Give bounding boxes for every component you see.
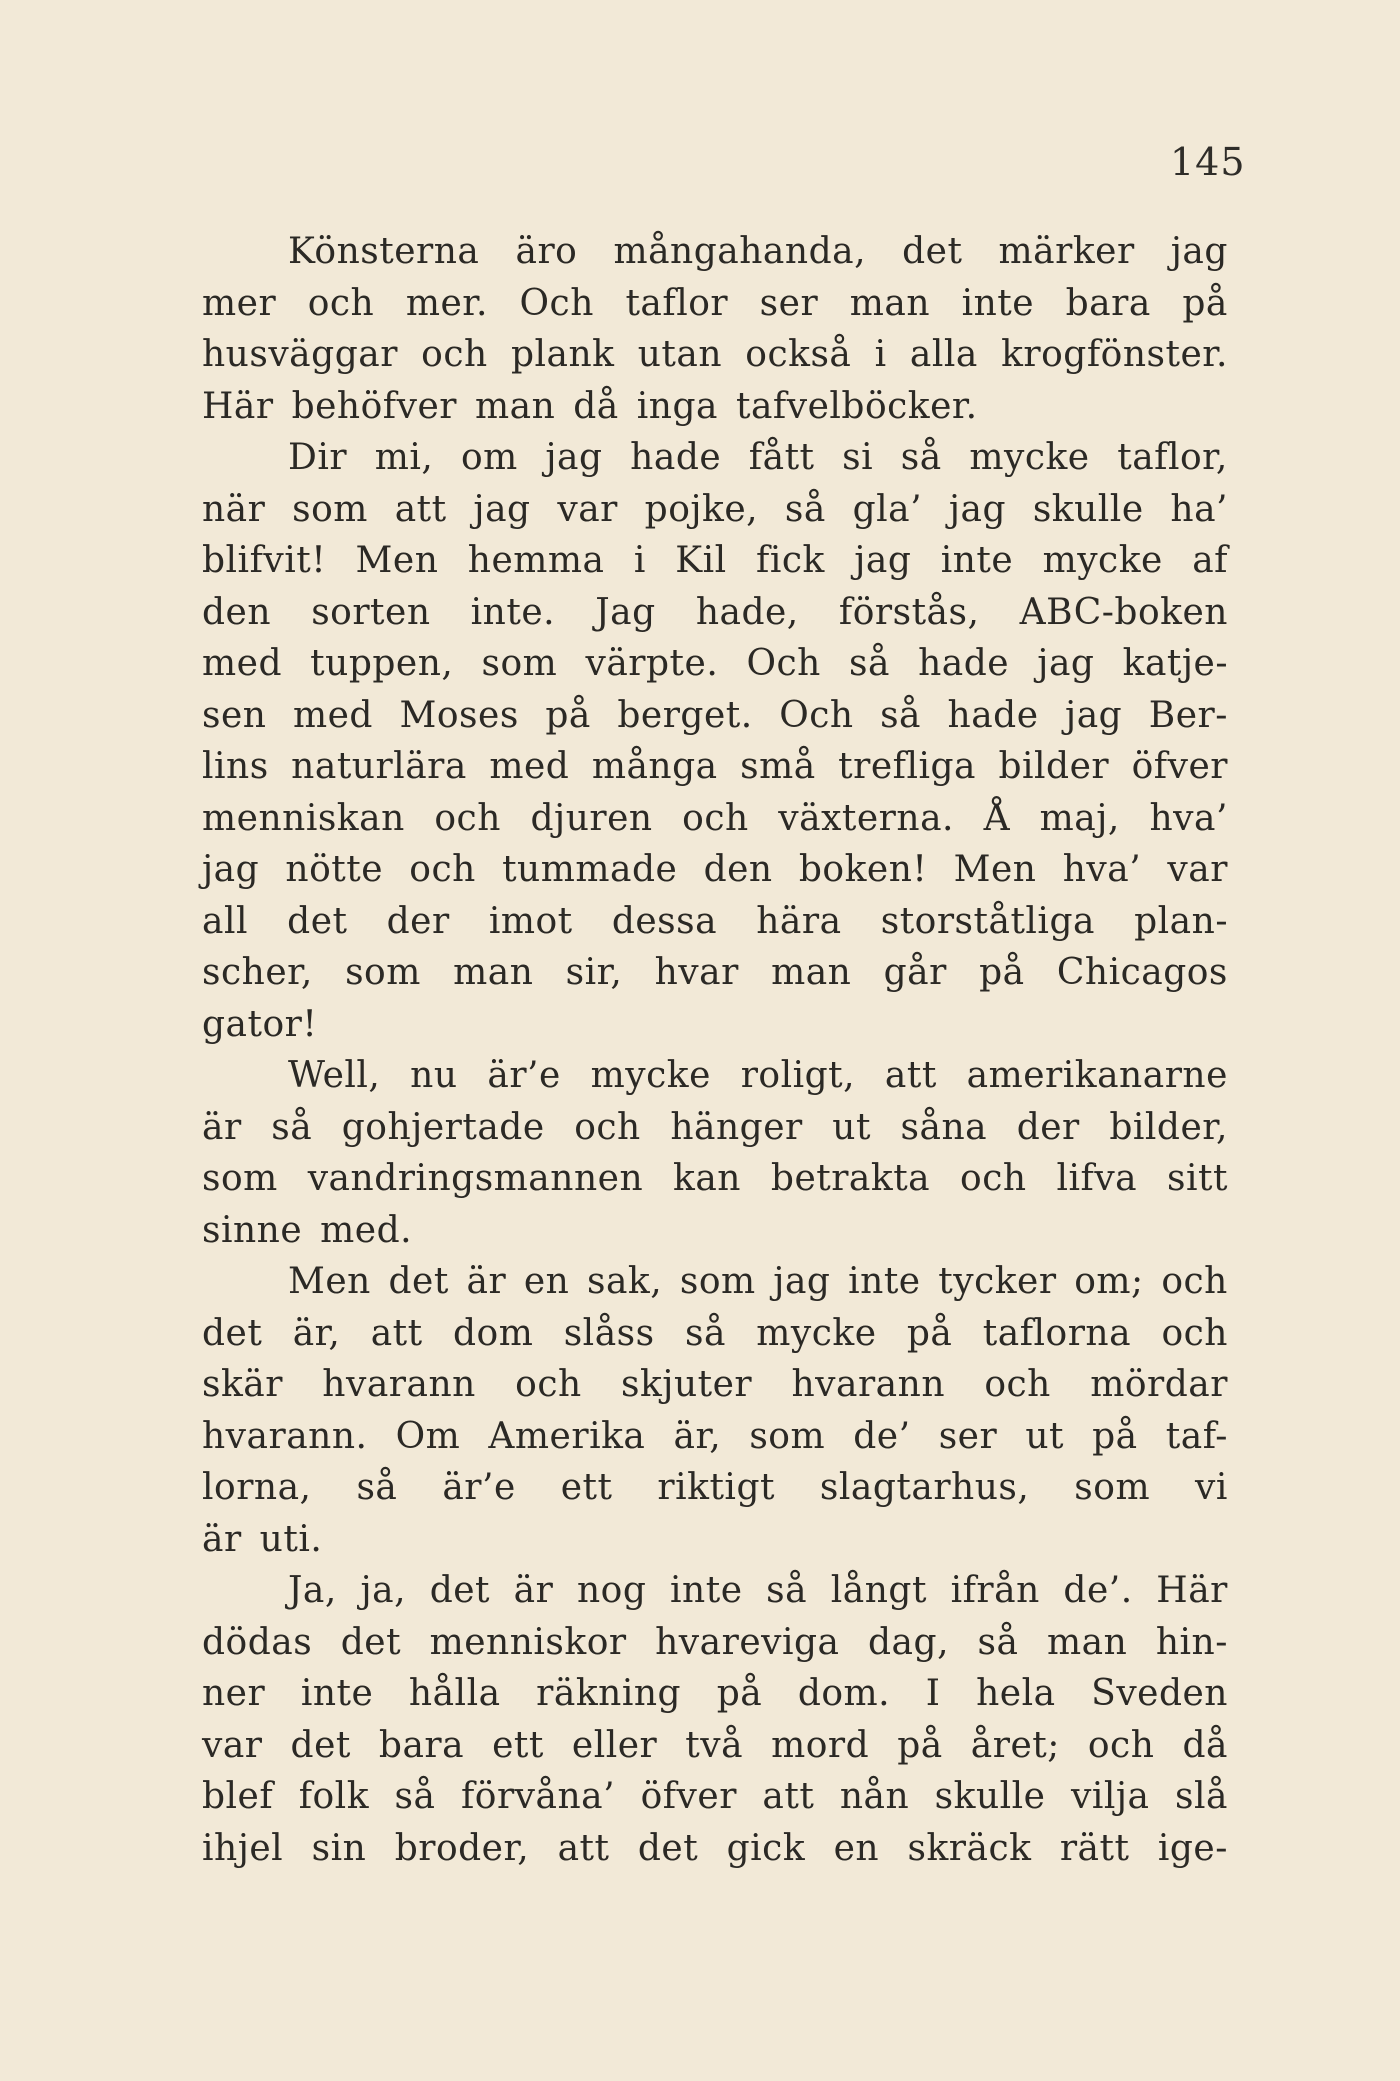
word: skjuter <box>621 1364 753 1405</box>
word: så <box>784 488 826 530</box>
word: i <box>633 540 646 581</box>
word: jag <box>854 540 912 581</box>
word: dag, <box>868 1621 950 1663</box>
word: ha’ <box>1170 488 1228 530</box>
word: så <box>849 643 890 684</box>
word: inte <box>300 1673 374 1714</box>
word: ner <box>202 1673 266 1714</box>
word: det <box>202 1312 263 1354</box>
text-line <box>202 535 1228 587</box>
word: hva’ <box>1062 849 1142 890</box>
word: jag <box>773 1261 831 1302</box>
word: hade <box>630 437 722 478</box>
text-line <box>202 1153 1228 1205</box>
word: mycke <box>756 1312 877 1354</box>
text-line <box>202 587 1228 639</box>
word: med <box>489 746 570 787</box>
word: alla <box>909 334 978 375</box>
word: är’e <box>442 1467 516 1508</box>
word: rätt <box>1059 1827 1130 1869</box>
word: hvar <box>654 952 739 993</box>
word: ett <box>560 1467 613 1508</box>
word: Ber- <box>1148 694 1228 736</box>
word: var <box>557 488 618 530</box>
word: jag <box>545 437 603 478</box>
word: hänger <box>670 1106 803 1148</box>
word: fått <box>748 437 815 478</box>
word: hvarann <box>322 1364 476 1405</box>
word: och <box>1161 1261 1228 1302</box>
word: det <box>388 1261 449 1302</box>
word: bara <box>1065 282 1151 324</box>
word: jag <box>473 488 531 530</box>
word: Men <box>288 1261 371 1302</box>
word: på <box>897 1724 943 1766</box>
word: hade <box>918 643 1010 684</box>
word: ige- <box>1157 1827 1228 1869</box>
word: vi <box>1195 1467 1228 1508</box>
word: hära <box>756 900 842 942</box>
word: en <box>833 1827 880 1869</box>
word: bilder <box>998 746 1110 787</box>
word: blef <box>202 1776 274 1817</box>
text-line <box>202 1359 1228 1411</box>
text-line <box>202 1617 1228 1669</box>
text-line <box>202 226 1228 278</box>
word: som <box>679 1261 756 1302</box>
word: dessa <box>611 900 718 942</box>
word: på <box>979 952 1025 993</box>
word: gohjertade <box>341 1106 545 1148</box>
word: hvarann <box>791 1364 945 1405</box>
word: mycke <box>590 1055 711 1096</box>
word: mördar <box>1090 1364 1228 1405</box>
word: i <box>874 334 887 375</box>
word: skär <box>202 1364 283 1405</box>
text-line <box>202 793 1228 845</box>
text-line <box>202 1411 1228 1463</box>
word: sitt <box>1167 1158 1228 1199</box>
word: med <box>292 694 373 736</box>
text-line <box>202 1514 1228 1566</box>
word: krogfönster. <box>1001 334 1228 375</box>
word: Å <box>983 797 1011 839</box>
word: som <box>481 643 558 684</box>
word: inte <box>961 282 1035 324</box>
word: tummade <box>502 849 678 890</box>
word: var <box>1167 849 1228 890</box>
word: två <box>685 1724 744 1766</box>
word: tuppen, <box>310 643 454 684</box>
word: är, <box>292 1312 341 1354</box>
word: Här <box>1156 1570 1228 1611</box>
text-line <box>202 278 1228 330</box>
word: mycke <box>1042 540 1163 581</box>
word: som <box>749 1415 826 1457</box>
word: är <box>513 1570 554 1611</box>
word: tafvelböcker. <box>736 385 978 427</box>
word: plank <box>510 334 615 375</box>
word: jag <box>948 488 1007 530</box>
word: broder, <box>394 1827 530 1869</box>
word: amerikanarne <box>966 1055 1228 1096</box>
word: si <box>842 437 874 478</box>
word: behöfver <box>291 385 457 427</box>
word: på <box>1182 282 1228 324</box>
word: och <box>515 1364 582 1405</box>
word: plan- <box>1134 900 1228 942</box>
word: skulle <box>934 1776 1046 1817</box>
word: då <box>1182 1724 1228 1766</box>
word: och <box>421 334 488 375</box>
word: är <box>202 1106 242 1148</box>
word: bilder, <box>1109 1106 1228 1148</box>
word: jag <box>202 849 260 890</box>
word: året; <box>970 1724 1060 1766</box>
word: hin- <box>1155 1621 1228 1663</box>
word: jag <box>1037 643 1095 684</box>
word: sin <box>311 1827 367 1869</box>
word: Om <box>395 1415 461 1457</box>
word: imot <box>488 900 573 942</box>
word: hade, <box>695 591 799 633</box>
word: maj, <box>1039 797 1120 839</box>
word: är, <box>673 1415 722 1457</box>
word: så <box>356 1467 398 1508</box>
word: och <box>1087 1724 1155 1766</box>
text-line <box>202 896 1228 948</box>
word: vandringsmannen <box>307 1158 644 1199</box>
word: det <box>287 900 348 942</box>
word: mångahanda, <box>613 231 867 272</box>
word: långt <box>830 1570 927 1611</box>
word: sorten <box>311 591 431 633</box>
word: många <box>591 746 718 787</box>
word: så <box>684 1312 726 1354</box>
text-line <box>202 947 1228 999</box>
word: så <box>271 1106 313 1148</box>
word: mi, <box>374 437 434 478</box>
word: I <box>925 1673 941 1714</box>
word: som <box>202 1158 278 1199</box>
word: inte <box>670 1570 743 1611</box>
word: hela <box>976 1673 1056 1714</box>
word: så <box>880 694 922 736</box>
word: slåss <box>563 1312 655 1354</box>
word: taflorna <box>982 1312 1132 1354</box>
word: att <box>884 1055 937 1096</box>
word: så <box>394 1776 436 1817</box>
text-line <box>202 432 1228 484</box>
word: mord <box>771 1724 870 1766</box>
word: är’e <box>487 1055 561 1096</box>
word: märker <box>998 231 1135 272</box>
word: kan <box>673 1158 741 1199</box>
word: gick <box>726 1827 806 1869</box>
word: nötte <box>285 849 384 890</box>
word: mycke <box>969 437 1090 478</box>
word: man <box>474 385 556 427</box>
word: om; <box>1074 1261 1144 1302</box>
text-line <box>202 1720 1228 1772</box>
word: uti. <box>259 1518 323 1560</box>
word: att <box>370 1312 423 1354</box>
word: att <box>762 1776 815 1817</box>
text-line <box>202 741 1228 793</box>
text-line <box>202 329 1228 381</box>
word: taf- <box>1165 1415 1228 1457</box>
word: och <box>984 1364 1051 1405</box>
word: på <box>906 1312 953 1354</box>
word: och <box>960 1158 1027 1199</box>
word: ABC-boken <box>1019 591 1228 633</box>
text-line <box>202 1565 1228 1617</box>
word: den <box>703 849 773 890</box>
word: det <box>902 231 963 272</box>
word: växterna. <box>778 797 954 839</box>
word: man <box>1047 1621 1128 1663</box>
word: värpte. <box>585 643 719 684</box>
word: äro <box>515 231 578 272</box>
word: inte. <box>470 591 556 633</box>
word: bara <box>378 1724 465 1766</box>
word: öfver <box>640 1776 737 1817</box>
word: eller <box>571 1724 658 1766</box>
word: en <box>523 1261 570 1302</box>
word: katje- <box>1122 643 1228 684</box>
word: att <box>394 488 447 530</box>
word: Könsterna <box>288 231 480 272</box>
word: som <box>292 488 368 530</box>
text-line <box>202 1668 1228 1720</box>
text-line <box>202 1102 1228 1154</box>
word: ja, <box>360 1570 407 1611</box>
word: nog <box>576 1570 647 1611</box>
word: ser <box>759 282 819 324</box>
word: Och <box>779 694 854 736</box>
word: Moses <box>399 694 519 736</box>
word: är <box>466 1261 507 1302</box>
word: då <box>573 385 619 427</box>
word: som <box>345 952 421 993</box>
word: lins <box>202 746 269 787</box>
word: ihjel <box>202 1827 284 1869</box>
text-line <box>202 1050 1228 1102</box>
word: all <box>202 900 248 942</box>
word: skräck <box>907 1827 1032 1869</box>
word: det <box>429 1570 491 1611</box>
word: ifrån <box>950 1570 1040 1611</box>
word: det <box>340 1621 402 1663</box>
word: dom. <box>797 1673 891 1714</box>
word: folk <box>298 1776 370 1817</box>
word: och <box>574 1106 641 1148</box>
word: och <box>409 849 476 890</box>
word: Amerika <box>488 1415 646 1457</box>
text-line <box>202 381 1228 433</box>
word: det <box>290 1724 351 1766</box>
word: det <box>637 1827 699 1869</box>
word: var <box>202 1724 263 1766</box>
word: pojke, <box>644 488 759 530</box>
word: på <box>1092 1415 1138 1457</box>
word: vilja <box>1070 1776 1150 1817</box>
word: Och <box>746 643 821 684</box>
text-line <box>202 1256 1228 1308</box>
word: sinne <box>202 1209 303 1251</box>
word: Men <box>953 849 1037 890</box>
word: der <box>386 900 450 942</box>
word: af <box>1192 540 1228 581</box>
word: såna <box>900 1106 988 1148</box>
text-line <box>202 844 1228 896</box>
word: hålla <box>408 1673 501 1714</box>
word: Och <box>519 282 594 324</box>
word: man <box>453 952 534 993</box>
text-line <box>202 1308 1228 1360</box>
word: scher, <box>202 952 313 993</box>
word: Men <box>355 540 439 581</box>
text-line <box>202 1205 1228 1257</box>
word: slagtarhus, <box>819 1467 1030 1508</box>
word: sak, <box>586 1261 663 1302</box>
word: räkning <box>536 1673 682 1714</box>
word: slå <box>1174 1776 1228 1817</box>
word: på <box>716 1673 763 1714</box>
text-line <box>202 690 1228 742</box>
word: som <box>1074 1467 1151 1508</box>
word: med <box>202 643 282 684</box>
word: taflor, <box>1117 437 1228 478</box>
word: går <box>883 952 947 993</box>
word: ut <box>1025 1415 1064 1457</box>
word: och <box>1161 1312 1228 1354</box>
word: Dir <box>288 437 348 478</box>
word: utan <box>637 334 723 375</box>
word: boken! <box>798 849 928 890</box>
word: om <box>460 437 518 478</box>
word: de’ <box>853 1415 911 1457</box>
word: Sveden <box>1091 1673 1228 1714</box>
body-text <box>202 226 1228 1874</box>
text-line <box>202 999 1228 1051</box>
word: hemma <box>467 540 605 581</box>
word: djuren <box>530 797 653 839</box>
word: trefliga <box>838 746 976 787</box>
word: husväggar <box>202 334 398 375</box>
word: så <box>900 437 942 478</box>
word: roligt, <box>740 1055 856 1096</box>
word: hade <box>947 694 1039 736</box>
word: hvareviga <box>655 1621 840 1663</box>
word: gla’ <box>852 488 923 530</box>
text-line <box>202 1462 1228 1514</box>
word: och <box>682 797 749 839</box>
word: taflor <box>625 282 729 324</box>
word: den <box>202 591 272 633</box>
text-line <box>202 1771 1228 1823</box>
word: med. <box>320 1209 413 1251</box>
word: inte <box>848 1261 921 1302</box>
word: jag <box>1170 231 1228 272</box>
text-line <box>202 1823 1228 1875</box>
word: storståtliga <box>880 900 1095 942</box>
word: man <box>771 952 852 993</box>
word: att <box>557 1827 610 1869</box>
word: nån <box>839 1776 910 1817</box>
word: naturlära <box>291 746 467 787</box>
word: Ja, <box>288 1570 337 1611</box>
word: små <box>740 746 816 787</box>
word: ser <box>938 1415 998 1457</box>
word: mer <box>202 282 277 324</box>
word: tycker <box>938 1261 1057 1302</box>
word: ett <box>492 1724 544 1766</box>
word: inga <box>636 385 718 427</box>
word: också <box>745 334 852 375</box>
text-line <box>202 638 1228 690</box>
word: riktigt <box>657 1467 775 1508</box>
word: på <box>545 694 591 736</box>
word: hva’ <box>1149 797 1228 839</box>
word: Här <box>202 385 274 427</box>
text-line <box>202 484 1228 536</box>
word: ut <box>832 1106 871 1148</box>
word: hvarann. <box>202 1415 368 1457</box>
word: Well, <box>288 1055 381 1096</box>
word: är <box>202 1518 242 1560</box>
word: när <box>202 488 266 530</box>
word: mer. <box>405 282 488 324</box>
word: Jag <box>595 591 656 633</box>
word: berget. <box>617 694 753 736</box>
word: betrakta <box>770 1158 931 1199</box>
word: man <box>849 282 931 324</box>
word: nu <box>410 1055 458 1096</box>
word: skulle <box>1032 488 1144 530</box>
word: dödas <box>202 1621 313 1663</box>
word: menniskan <box>202 797 405 839</box>
word: jag <box>1065 694 1123 736</box>
word: förvåna’ <box>460 1776 616 1817</box>
word: Kil <box>675 540 727 581</box>
word: menniskor <box>429 1621 627 1663</box>
page-number: 145 <box>1170 140 1246 184</box>
word: och <box>307 282 375 324</box>
word: så <box>977 1621 1019 1663</box>
word: och <box>434 797 501 839</box>
word: fick <box>756 540 825 581</box>
word: lorna, <box>202 1467 312 1508</box>
word: inte <box>940 540 1014 581</box>
word: de’. <box>1063 1570 1133 1611</box>
word: blifvit! <box>202 540 327 581</box>
word: sen <box>202 694 267 736</box>
word: förstås, <box>838 591 980 633</box>
word: Chicagos <box>1056 952 1228 993</box>
word: gator! <box>202 1003 318 1045</box>
word: sir, <box>565 952 623 993</box>
word: dom <box>452 1312 534 1354</box>
word: öfver <box>1131 746 1228 787</box>
word: så <box>766 1570 808 1611</box>
word: lifva <box>1056 1158 1138 1199</box>
word: der <box>1016 1106 1080 1148</box>
